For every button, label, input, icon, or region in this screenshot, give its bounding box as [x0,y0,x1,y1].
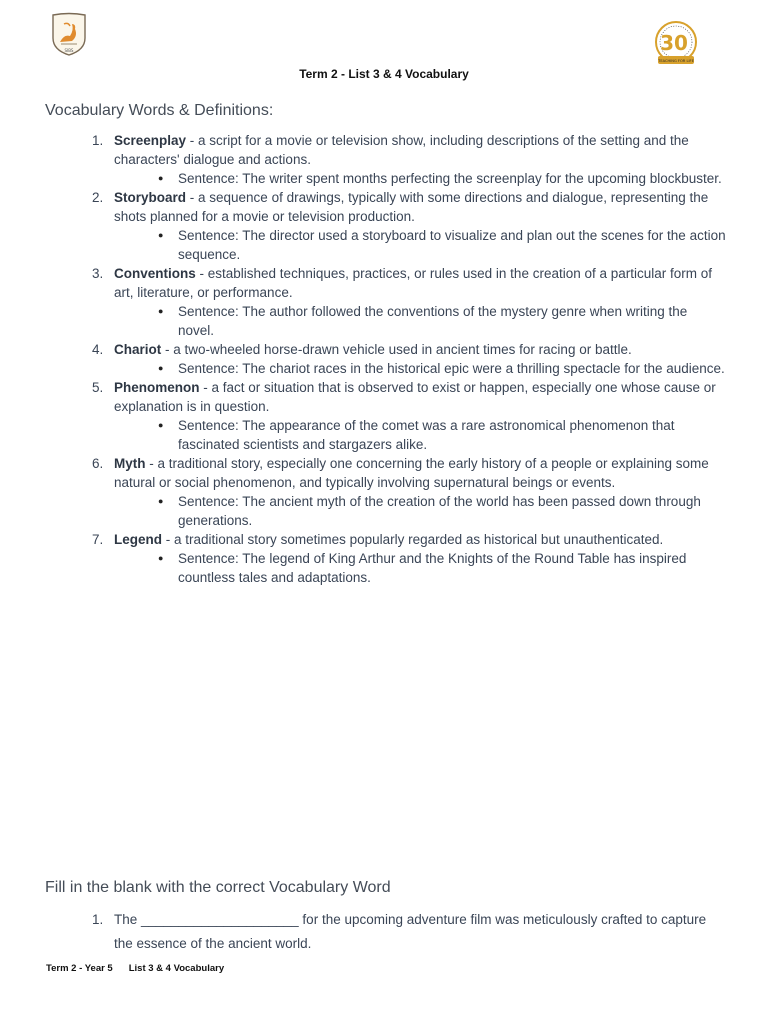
vocab-definition: - a traditional story sometimes popularly regarded as historical but unauthenticated. [162,532,664,547]
bullet-icon: ● [158,496,164,506]
sentence-item [158,416,726,454]
item-number: 3. [92,266,104,281]
section-heading-definitions: Vocabulary Words & Definitions: [45,102,274,119]
item-number: 5. [92,380,104,395]
vocab-item [92,264,726,340]
vocab-item [92,131,726,188]
sentence-item [158,226,726,264]
vocab-definition: - a traditional story, especially one concerning the early history of a people or explaining some natural or social phenomenon, and typically involving supernatural beings or events. [114,456,709,490]
sentence-list [114,492,726,530]
example-sentence: Sentence: The chariot races in the historical epic were a thrilling spectacle for the audience. [178,361,725,376]
section-heading-fill-in-blank: Fill in the blank with the correct Vocabulary Word [45,879,391,896]
vocab-item [92,188,726,264]
vocab-term: Storyboard [114,190,187,205]
example-sentence: Sentence: The ancient myth of the creation of the world has been passed down through generations. [178,494,701,528]
page-footer [46,963,224,974]
item-number: 1. [92,133,104,148]
sentence-item [158,302,726,340]
sentence-list [114,302,726,340]
vocab-item [92,454,726,530]
vocab-term: Conventions [114,266,196,281]
anniversary-tagline: TEACHING FOR LIFE [658,59,694,63]
crest-text: SIBS [64,48,74,53]
bullet-icon: ● [158,173,164,183]
item-number: 1. [92,912,104,927]
item-number: 6. [92,456,104,471]
vocab-definition: - a sequence of drawings, typically with some directions and dialogue, representing the shots planned for a movie or television production. [114,190,709,224]
vocab-term: Legend [114,532,163,547]
vocab-definition: - a fact or situation that is observed to exist or happen, especially one whose cause or explanation is in question. [114,380,716,414]
fill-in-blank-text: The _____________________ for the upcoming adventure film was meticulously crafted to capture the essence of the ancient world. [114,912,707,951]
vocab-term: Myth [114,456,146,471]
bullet-icon: ● [158,363,164,373]
sentence-list [114,169,726,188]
fill-in-blank-list [92,908,726,956]
bullet-icon: ● [158,230,164,240]
sentence-list [114,226,726,264]
vocab-definition: - established techniques, practices, or rules used in the creation of a particular form of art, literature, or performance. [114,266,713,300]
document-title: Term 2 - List 3 & 4 Vocabulary [299,67,469,81]
footer-list-title: List 3 & 4 Vocabulary [128,963,225,974]
vocab-definition: - a two-wheeled horse-drawn vehicle used in ancient times for racing or battle. [161,342,632,357]
sentence-list [114,359,726,378]
item-number: 2. [92,190,104,205]
sentence-item [158,359,726,378]
vocab-term: Chariot [114,342,162,357]
vocab-definition: - a script for a movie or television show, including descriptions of the setting and the characters' dialogue and actions. [114,133,689,167]
example-sentence: Sentence: The author followed the conventions of the mystery genre when writing the novel. [178,304,688,338]
anniversary-number: 30 [660,31,688,55]
vocabulary-list [92,131,726,587]
item-number: 7. [92,532,104,547]
bullet-icon: ● [158,553,164,563]
vocab-item [92,378,726,454]
bullet-icon: ● [158,306,164,316]
vocab-item [92,340,726,378]
school-crest-logo [50,12,88,56]
item-number: 4. [92,342,104,357]
example-sentence: Sentence: The legend of King Arthur and the Knights of the Round Table has inspired countless tales and adaptations. [178,551,687,585]
bullet-icon: ● [158,420,164,430]
footer-term-year: Term 2 - Year 5 [46,963,113,974]
vocab-item [92,530,726,587]
sentence-list [114,416,726,454]
sentence-item [158,492,726,530]
fill-in-blank-item [92,908,726,956]
sentence-item [158,169,726,188]
example-sentence: Sentence: The director used a storyboard to visualize and plan out the scenes for the action sequence. [178,228,726,262]
example-sentence: Sentence: The appearance of the comet was a rare astronomical phenomenon that fascinated scientists and stargazers alike. [178,418,675,452]
sentence-item [158,549,726,587]
vocab-term: Phenomenon [114,380,200,395]
anniversary-logo [650,20,702,68]
vocab-term: Screenplay [114,133,187,148]
example-sentence: Sentence: The writer spent months perfecting the screenplay for the upcoming blockbuster. [178,171,722,186]
sentence-list [114,549,726,587]
